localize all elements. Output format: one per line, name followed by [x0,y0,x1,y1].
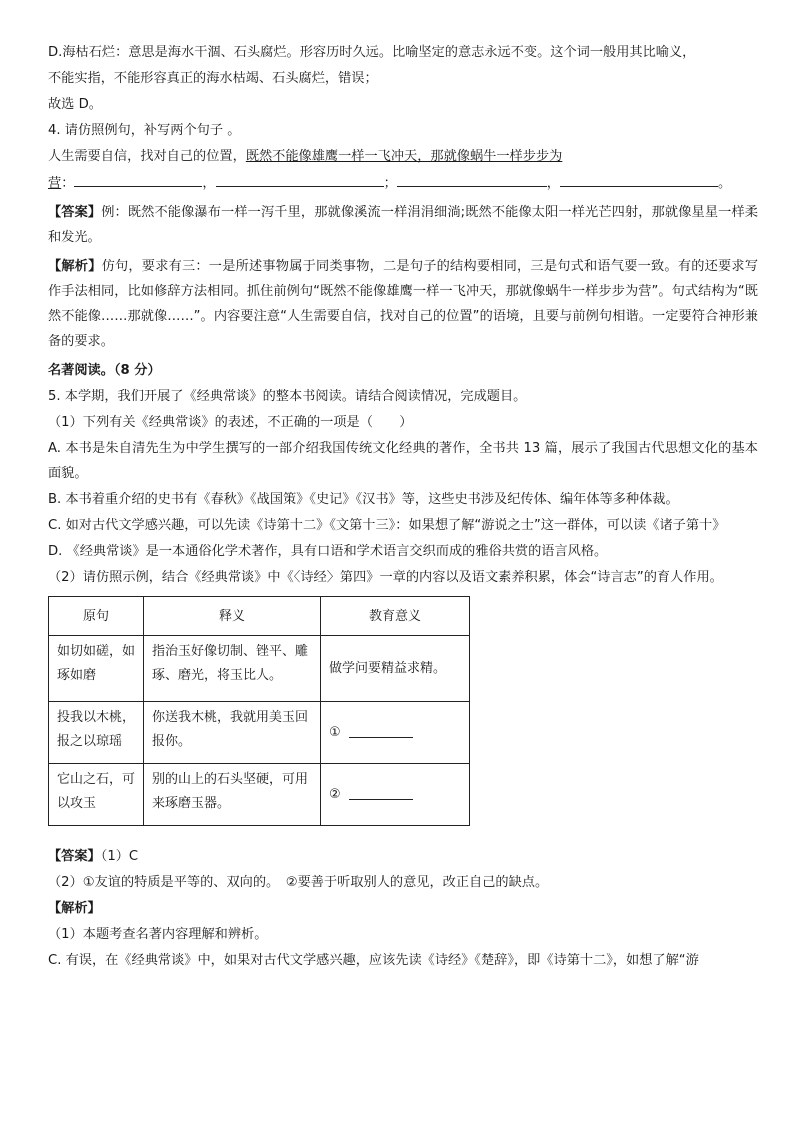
q5-analysis-1: （1）本题考查名著内容理解和辨析。 [48,927,268,942]
answer-blank-cell-1[interactable] [349,723,413,738]
q5-sub2: （2）请仿照示例，结合《经典常谈》中《〈诗经〉第四》一章的内容以及语文素养积累，体会“诗言志”的育人作用。 [48,570,723,585]
answer-label: 【答案】 [48,205,102,220]
q5-answer-line-1 [48,844,758,869]
table-cell-original: 投我以木桃，报之以琼瑶 [49,702,144,764]
choose-line: 故选 D。 [48,97,102,112]
q4-end: 。 [717,176,732,191]
option-d-line-1: D.海枯石烂：意思是海水干涸、石头腐烂。形容历时久远。比喻坚定的意志永远不变。这个词一般用其比喻义， [48,45,696,60]
table-header: 教育意义 [321,597,470,636]
q4-title: 4. 请仿照例句，补写两个句子 。 [48,123,241,138]
q4-sep4: ， [546,176,560,191]
q4-example-prefix: 人生需要自信，找对自己的位置， [48,149,246,164]
table-cell-meaning: 别的山上的石头坚硬，可用来琢磨玉器。 [144,764,321,826]
answer-blank-cell-2[interactable] [349,785,413,800]
answer-blank-2[interactable] [216,170,384,187]
q5-option-d: D. 《经典常谈》是一本通俗化学术著作，具有口语和学术语言交织而成的雅俗共赏的语言风格。 [48,544,608,559]
table-cell-meaning: 指治玉好像切制、锉平、雕琢、磨光，将玉比人。 [144,636,321,702]
q4-analysis [48,254,758,354]
q5-option-b: B. 本书着重介绍的史书有《春秋》《战国策》《史记》《汉书》等，这些史书涉及纪传体、编年体等多种体裁。 [48,492,679,507]
section-title: 名著阅读。（8 分） [48,363,161,378]
q4-analysis-text: 仿句，要求有三：一是所述事物属于同类事物，二是句子的结构要相同，三是句式和语气要一致。有的还要求写作手法相同，比如修辞方法相同。抓住前例句“既然不能像雄鹰一样一飞冲天，那就像蜗牛一样步步为营”。句式结构为“既然不能像……那就像……”。内容要注意“人生需要自信，找对自己的位置”的语境，且要与前例句相谐。一定要符合神形兼备的要求。 [48,259,759,349]
table-row [49,764,470,826]
blank-marker: ② [329,786,341,802]
q5-answer-1: （1）C [100,849,139,864]
table-cell-education: 做学问要精益求精。 [321,636,470,702]
q4-blanks-line [48,170,758,196]
table-cell-education [321,702,470,764]
q4-sep3: ； [383,176,397,191]
poetry-table [48,596,470,826]
document-page [48,40,758,974]
answer-label: 【答案】 [48,849,101,864]
analysis-label: 【解析】 [48,259,102,274]
option-d-line-2: 不能实指，不能形容真正的海水枯竭、石头腐烂，错误； [48,71,378,86]
q5-option-a: A. 本书是朱自清先生为中学生撰写的一部介绍我国传统文化经典的著作，全书共 13 篇，展示了我国古代思想文化的基本面貌。 [48,441,758,481]
table-cell-meaning: 你送我木桃，我就用美玉回报你。 [144,702,321,764]
q5-option-c: C. 如对古代文学感兴趣，可以先读《诗第十二》《文第十三》：如果想了解“游说之士”这一群体，可以读《诸子第十》 [48,518,726,533]
table-row [49,702,470,764]
q4-sep2: ， [202,176,216,191]
blank-marker: ① [329,724,341,740]
table-cell-original: 它山之石，可以攻玉 [49,764,144,826]
table-header: 原句 [49,597,144,636]
table-header: 释义 [144,597,321,636]
q5-answer-line-2: （2）①友谊的特质是平等的、双向的。 ②要善于听取别人的意见，改正自己的缺点。 [48,875,549,890]
q4-answer [48,200,758,250]
answer-blank-4[interactable] [560,170,718,187]
q4-sep1: ： [61,176,75,191]
table-cell-education [321,764,470,826]
q4-example-cont: 营 [48,176,62,191]
answer-blank-3[interactable] [397,170,547,187]
q5-analysis-label: 【解析】 [48,901,101,916]
q5-analysis-2: C. 有误，在《经典常谈》中，如果对古代文学感兴趣，应该先读《诗经》《楚辞》，即《诗第十二》，如想了解“游 [48,953,699,968]
answer-blank-1[interactable] [74,170,202,187]
table-row [49,636,470,702]
table-cell-original: 如切如磋，如琢如磨 [49,636,144,702]
q4-example-line [48,144,758,169]
q5-sub1: （1）下列有关《经典常谈》的表述，不正确的一项是（ ） [48,415,413,430]
q4-example-underlined: 既然不能像雄鹰一样一飞冲天，那就像蜗牛一样步步为 [245,149,563,164]
q5-title: 5. 本学期，我们开展了《经典常谈》的整本书阅读。请结合阅读情况，完成题目。 [48,389,527,404]
table-header-row [49,597,470,636]
q4-answer-text: 例：既然不能像瀑布一样一泻千里，那就像溪流一样涓涓细淌;既然不能像太阳一样光芒四射，那就像星星一样柔和发光。 [48,205,758,245]
